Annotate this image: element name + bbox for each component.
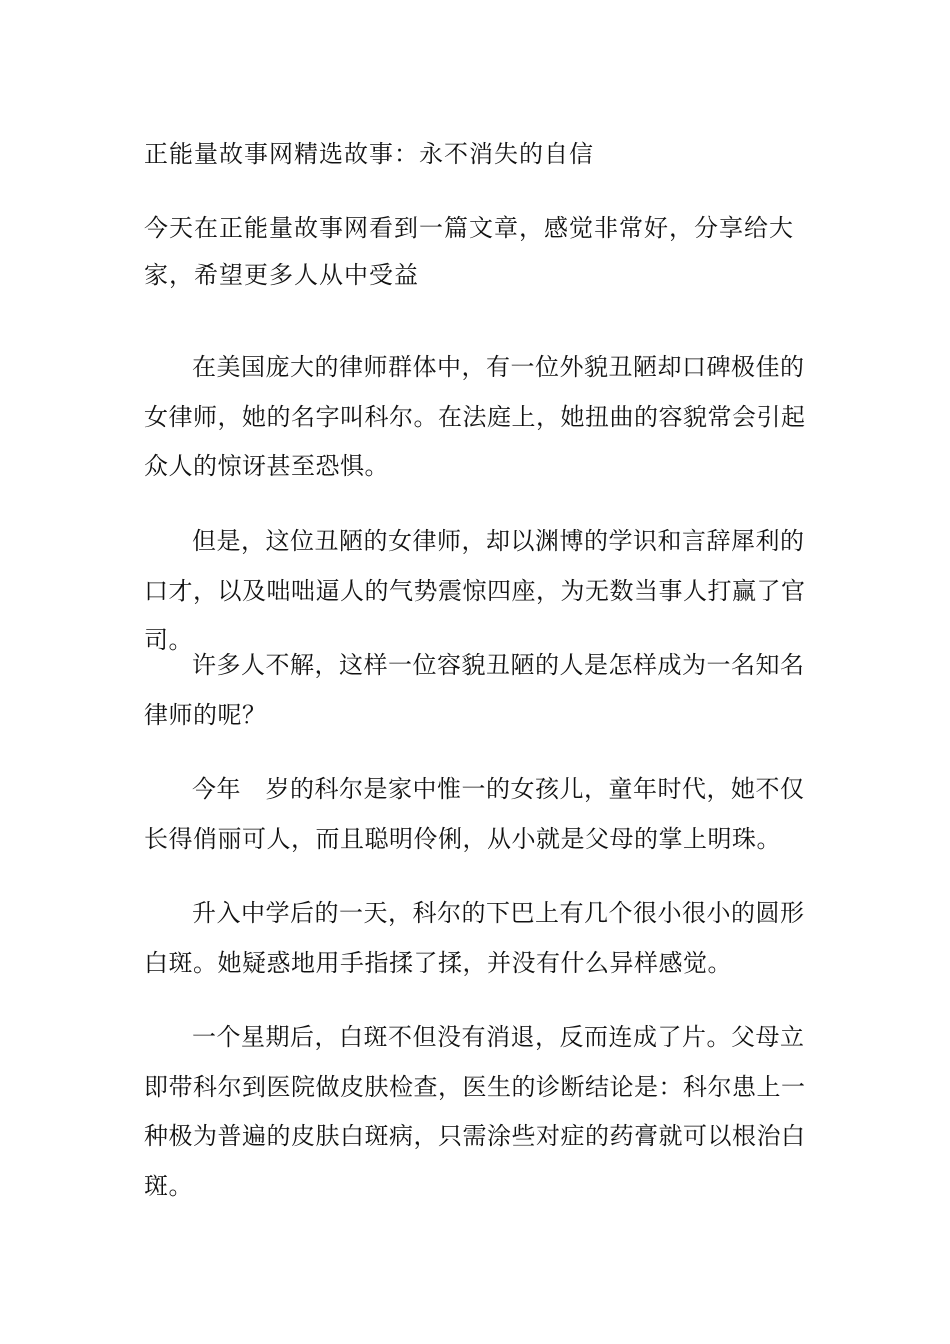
body-paragraph: 今年 岁的科尔是家中惟一的女孩儿，童年时代，她不仅长得俏丽可人，而且聪明伶俐，从小就是父母的掌上明珠。 [144, 775, 805, 853]
body-paragraph: 但是，这位丑陋的女律师，却以渊博的学识和言辞犀利的口才，以及咄咄逼人的气势震惊四座，为无数当事人打赢了官司。 [144, 527, 806, 654]
body-paragraph: 在美国庞大的律师群体中，有一位外貌丑陋却口碑极佳的女律师，她的名字叫科尔。在法庭上，她扭曲的容貌常会引起众人的惊讶甚至恐惧。 [144, 353, 806, 480]
body-paragraph: 许多人不解，这样一位容貌丑陋的人是怎样成为一名知名律师的呢？ [144, 651, 805, 729]
body-paragraph: 一个星期后，白斑不但没有消退，反而连成了片。父母立即带科尔到医院做皮肤检查，医生的诊断结论是：科尔患上一种极为普遍的皮肤白斑病，只需涂些对症的药膏就可以根治白斑。 [144, 1023, 806, 1200]
intro-paragraph: 今天在正能量故事网看到一篇文章，感觉非常好，分享给大家，希望更多人从中受益 [144, 214, 794, 289]
document-title: 正能量故事网精选故事：永不消失的自信 [144, 140, 594, 168]
body-paragraph: 升入中学后的一天，科尔的下巴上有几个很小很小的圆形白斑。她疑惑地用手指揉了揉，并没有什么异样感觉。 [144, 899, 805, 977]
